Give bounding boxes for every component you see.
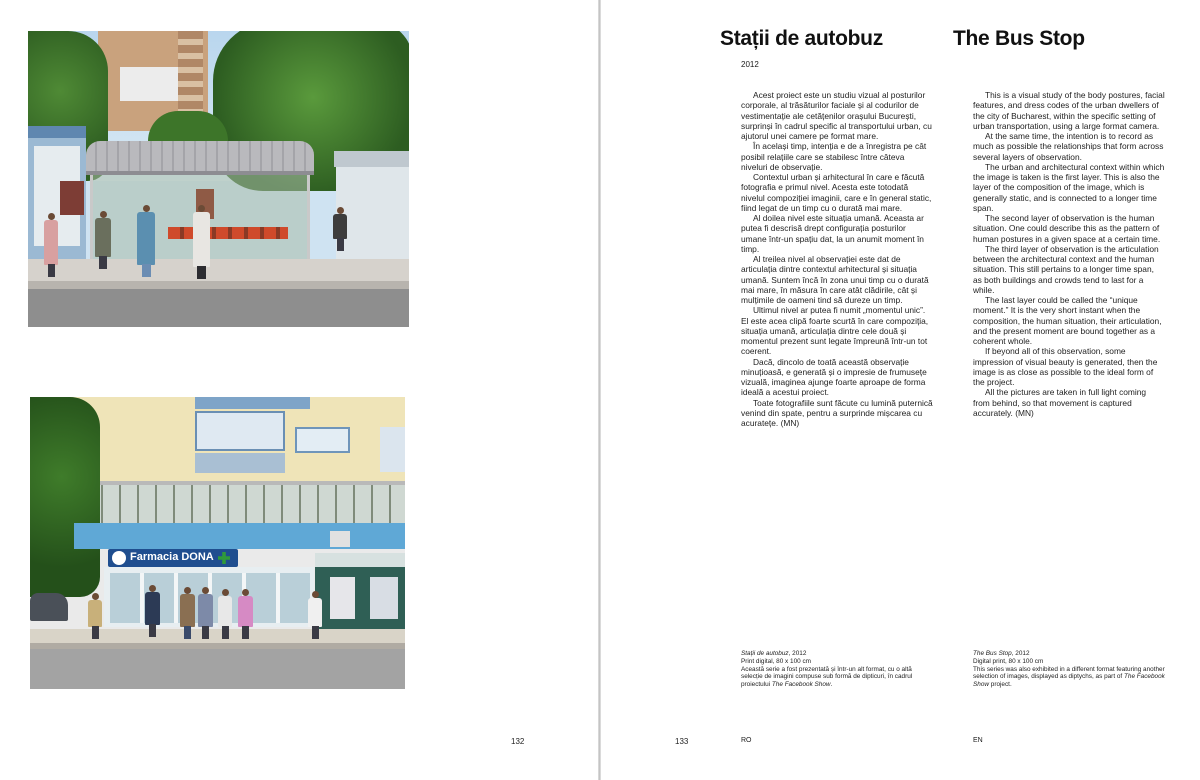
caption-work-year: , 2012 bbox=[788, 650, 807, 657]
caption-romanian bbox=[741, 650, 933, 689]
paragraph: Acest proiect este un studiu vizual al posturilor corporale, al trăsăturilor faciale și al codurilor de vestimentație ale cetățenilor orașului București, surprinși în cadrul specific al transportului urban, cu ajutorul unei camere pe format mare. bbox=[741, 90, 932, 141]
title-english: The Bus Stop bbox=[953, 27, 1085, 50]
book-gutter bbox=[598, 0, 601, 780]
paragraph: The second layer of observation is the human situation. One could describe this as the pattern of human postures in a given space at a certain time. bbox=[973, 213, 1161, 244]
caption-medium: Print digital, 80 x 100 cm bbox=[741, 657, 811, 665]
caption-note-emphasis: The Facebook Show bbox=[973, 673, 1165, 689]
page-number-left: 132 bbox=[511, 737, 525, 746]
caption-note: This series was also exhibited in a different format featuring another selection of images, displayed as diptychs, as part of bbox=[973, 665, 1165, 681]
year-label: 2012 bbox=[741, 60, 759, 69]
language-label-english: EN bbox=[973, 737, 983, 744]
caption-english bbox=[973, 650, 1165, 689]
paragraph: The last layer could be called the “unique moment.” It is the very short instant when the composition, the human situation, their articulation, and the present moment are bound together as a coherent whole. bbox=[973, 295, 1162, 346]
caption-note-end: . bbox=[830, 681, 833, 689]
paragraph: Contextul urban și arhitectural în care e făcută fotografia e primul nivel. Acesta este totodată nivelul compoziției imaginii, care e în general static, fiind legat de un timp cu o durată mai mare. bbox=[741, 172, 932, 213]
paragraph: Toate fotografiile sunt făcute cu lumină puternică venind din spate, pentru a surprinde mișcarea cu acuratețe. (MN) bbox=[741, 397, 933, 428]
body-text-romanian bbox=[741, 90, 933, 428]
paragraph: Ultimul nivel ar putea fi numit „momentul unic”. El este acea clipă foarte scurtă în care compoziția, situația umană, articulația dintre cele două și momentul prezent sunt legate împreună într-un tot coerent. bbox=[741, 305, 929, 357]
language-label-romanian: RO bbox=[741, 737, 752, 744]
caption-medium: Digital print, 80 x 100 cm bbox=[973, 657, 1044, 665]
paragraph: Al treilea nivel al observației este dat de articulația dintre contextul arhitectural și situația umană. Suntem încă în zona unui timp cu o durată mai mare, în măsura în care atât clădirile, cât și mulțimile de oameni tind să dureze un timp. bbox=[741, 254, 929, 305]
caption-note-end: project. bbox=[989, 681, 1012, 689]
paragraph: All the pictures are taken in full light coming from behind, so that movement is captured accurately. (MN) bbox=[973, 387, 1147, 418]
body-text-english bbox=[973, 90, 1165, 418]
paragraph: At the same time, the intention is to record as much as possible the relationships that form across several layers of observation. bbox=[973, 131, 1164, 162]
caption-note-emphasis: The Facebook Show bbox=[771, 681, 831, 689]
title-romanian: Stații de autobuz bbox=[720, 27, 883, 50]
caption-work-year: , 2012 bbox=[1011, 650, 1030, 657]
paragraph: The third layer of observation is the articulation between the architectural context and the human situation. This still pertains to a longer time span, as both buildings and crowds tend to last for a while. bbox=[973, 243, 1159, 295]
page-number-right: 133 bbox=[675, 737, 689, 746]
paragraph: Al doilea nivel este situația umană. Aceasta ar putea fi descrisă drept configurația posturilor umane într-un spațiu dat, la un anumit moment în timp. bbox=[741, 213, 924, 254]
pharmacy-bus-stop-photo bbox=[30, 397, 405, 689]
paragraph: The urban and architectural context within which the image is taken is the first layer. This is also the layer of the composition of the image, which is generally static, and is connected to a longer time span. bbox=[973, 161, 1165, 213]
paragraph: If beyond all of this observation, some impression of visual beauty is generated, then the image is as close as possible to the ideal form of the project. bbox=[973, 346, 1158, 387]
pharmacy-sign-text: Farmacia DONA bbox=[130, 551, 214, 563]
caption-note: Această serie a fost prezentată și într-un alt format, cu o altă selecție de imagini compuse sub formă de dipticuri, în cadrul proiectului bbox=[741, 665, 913, 689]
bus-shelter-photo bbox=[28, 31, 409, 327]
paragraph: This is a visual study of the body postures, facial features, and dress codes of the urban dwellers of the city of Bucharest, within the specific setting of urban transportation, using a large format camera. bbox=[973, 90, 1165, 131]
caption-work-title: Stații de autobuz bbox=[741, 650, 789, 657]
caption-work-title: The Bus Stop bbox=[973, 650, 1012, 657]
paragraph: În același timp, intenția e de a înregistra pe cât posibil relațiile care se stabilesc între câteva niveluri de observație. bbox=[741, 141, 927, 172]
paragraph: Dacă, dincolo de toată această observație minuțioasă, e generată și o impresie de frumusețe vizuală, imaginea ajunge foarte aproape de forma ideală a acestui proiect. bbox=[741, 356, 927, 398]
